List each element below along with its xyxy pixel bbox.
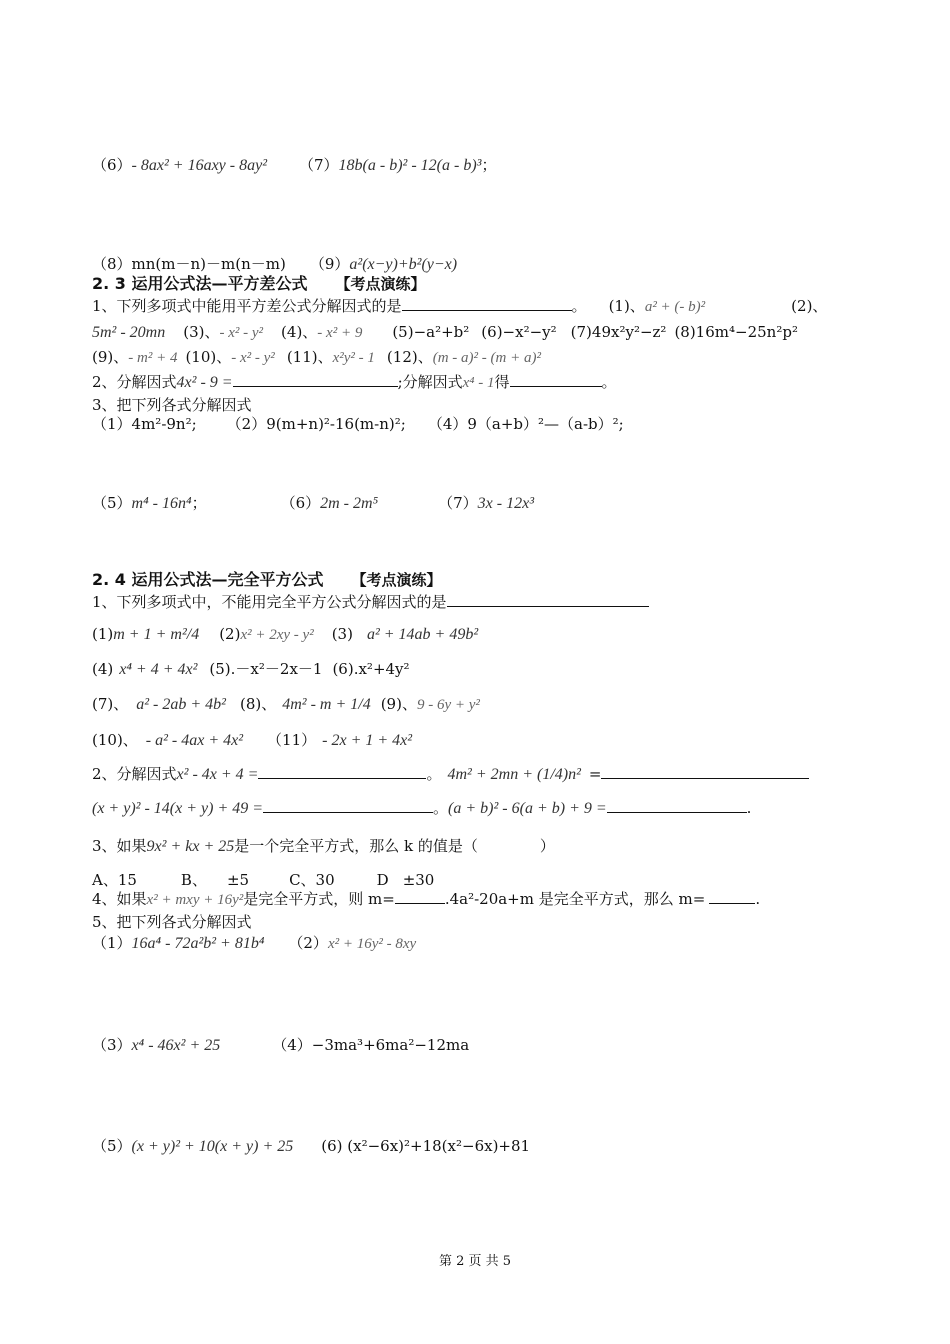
problem-6-7: （6）- 8ax² + 16axy - 8ay² （7）18b(a - b)² - 12(a - b)³； bbox=[92, 156, 497, 174]
section-tag: 【考点演练】 bbox=[351, 571, 442, 589]
label-6: （6） bbox=[92, 156, 132, 174]
choice-b[interactable]: B、 bbox=[180, 871, 207, 889]
label-7: （7） bbox=[299, 156, 339, 174]
answer-blank[interactable] bbox=[601, 764, 809, 779]
s24-question-4: 4、如果x² + mxy + 16y²是完全平方式，则 m= .4a²-20a+m 是完全平方式，那么 m= . bbox=[92, 890, 761, 908]
choice-d[interactable]: D bbox=[376, 871, 389, 889]
answer-blank[interactable] bbox=[510, 372, 602, 387]
answer-blank[interactable] bbox=[709, 889, 755, 904]
s24-question-1-options-3: (7)、 a² - 2ab + 4b² (8)、 4m² - m + 1/4 (9)、9 - 6y + y² bbox=[92, 695, 480, 713]
s24-question-5: 5、把下列各式分解因式 bbox=[92, 913, 252, 931]
s23-question-3-items: （1）4m²-9n²; （2）9(m+n)²-16(m-n)²; （4）9（a+b）²—（a-b）²; bbox=[92, 415, 624, 433]
section-title: 2. 4 运用公式法—完全平方公式 bbox=[92, 570, 324, 589]
answer-blank[interactable] bbox=[263, 798, 433, 813]
s23-question-2: 2、分解因式4x² - 9 = ;分解因式x⁴ - 1得 。 bbox=[92, 373, 617, 391]
section-2-4-heading bbox=[92, 570, 442, 590]
s24-question-1: 1、下列多项式中，不能用完全平方公式分解因式的是 bbox=[92, 592, 649, 612]
answer-blank[interactable] bbox=[447, 592, 649, 607]
s24-question-1-options-4: (10)、 - a² - 4ax + 4x² （11） - 2x + 1 + 4x² bbox=[92, 731, 413, 749]
section-2-3-heading bbox=[92, 274, 426, 294]
label-9: （9） bbox=[309, 255, 350, 273]
answer-blank[interactable] bbox=[607, 798, 747, 813]
s23-question-1: 1、下列多项式中能用平方差公式分解因式的是 。 (1)、a² + (- b)² (2)、 bbox=[92, 297, 828, 315]
problem-8-9 bbox=[92, 254, 457, 275]
s23-question-1-options-2: (9)、- m² + 4 (10)、- x² - y² (11)、x²y² - 1 (12)、(m - a)² - (m + a)² bbox=[92, 348, 541, 366]
expr-6: - 8ax² + 16axy - 8ay² bbox=[131, 157, 267, 174]
s24-question-5-items-3: （5）(x + y)² + 10(x + y) + 25 (6) (x²−6x)²+18(x²−6x)+81 bbox=[92, 1137, 531, 1155]
s23-question-3-items-2: （5）m⁴ - 16n⁴； （6）2m - 2m⁵ （7）3x - 12x³ bbox=[92, 494, 534, 512]
expr-9: a²(x−y)+b²(y−x) bbox=[349, 256, 458, 273]
expr-8: （8）mn(m－n)－m(n－m) bbox=[92, 255, 286, 273]
answer-blank[interactable] bbox=[258, 764, 426, 779]
answer-blank[interactable] bbox=[233, 372, 398, 387]
s24-question-5-items: （1）16a⁴ - 72a²b² + 81b⁴ （2）x² + 16y² - 8xy bbox=[92, 934, 417, 952]
s24-question-1-options: (1)m + 1 + m²/4 (2)x² + 2xy - y² (3) a² + 14ab + 49b² bbox=[92, 625, 479, 643]
s24-question-3: 3、如果9x² + kx + 25是一个完全平方式，那么 k 的值是（ ） bbox=[92, 837, 555, 855]
s24-question-2b: (x + y)² - 14(x + y) + 49 = 。(a + b)² - 6(a + b) + 9 = . bbox=[92, 799, 752, 817]
section-title: 2. 3 运用公式法—平方差公式 bbox=[92, 274, 308, 293]
s24-question-2: 2、分解因式x² - 4x + 4 = 。 4m² + 2mn + (1/4)n² = bbox=[92, 764, 809, 785]
choice-c[interactable]: C、30 bbox=[289, 871, 335, 889]
s24-question-1-options-2: (4) x⁴ + 4 + 4x² (5).－x²－2x－1 (6).x²+4y² bbox=[92, 660, 410, 678]
s24-question-5-items-2: （3）x⁴ - 46x² + 25 （4）−3ma³+6ma²−12ma bbox=[92, 1036, 470, 1054]
s24-question-3-choices: A、15 B、 ±5 C、30 D ±30 bbox=[92, 871, 435, 889]
answer-blank[interactable] bbox=[395, 889, 445, 904]
s23-question-3: 3、把下列各式分解因式 bbox=[92, 396, 252, 414]
answer-blank[interactable] bbox=[402, 296, 572, 311]
page-footer: 第 2 页 共 5 bbox=[438, 1254, 512, 1269]
section-tag: 【考点演练】 bbox=[335, 275, 426, 293]
expr-7: 18b(a - b)² - 12(a - b)³ bbox=[338, 157, 482, 174]
choice-a[interactable]: A、15 bbox=[92, 871, 137, 889]
s23-question-1-options: 5m² - 20mn (3)、- x² - y² (4)、- x² + 9 (5)−a²+b² (6)−x²−y² (7)49x²y²−z² (8)16m⁴−25n²p² bbox=[92, 323, 798, 341]
